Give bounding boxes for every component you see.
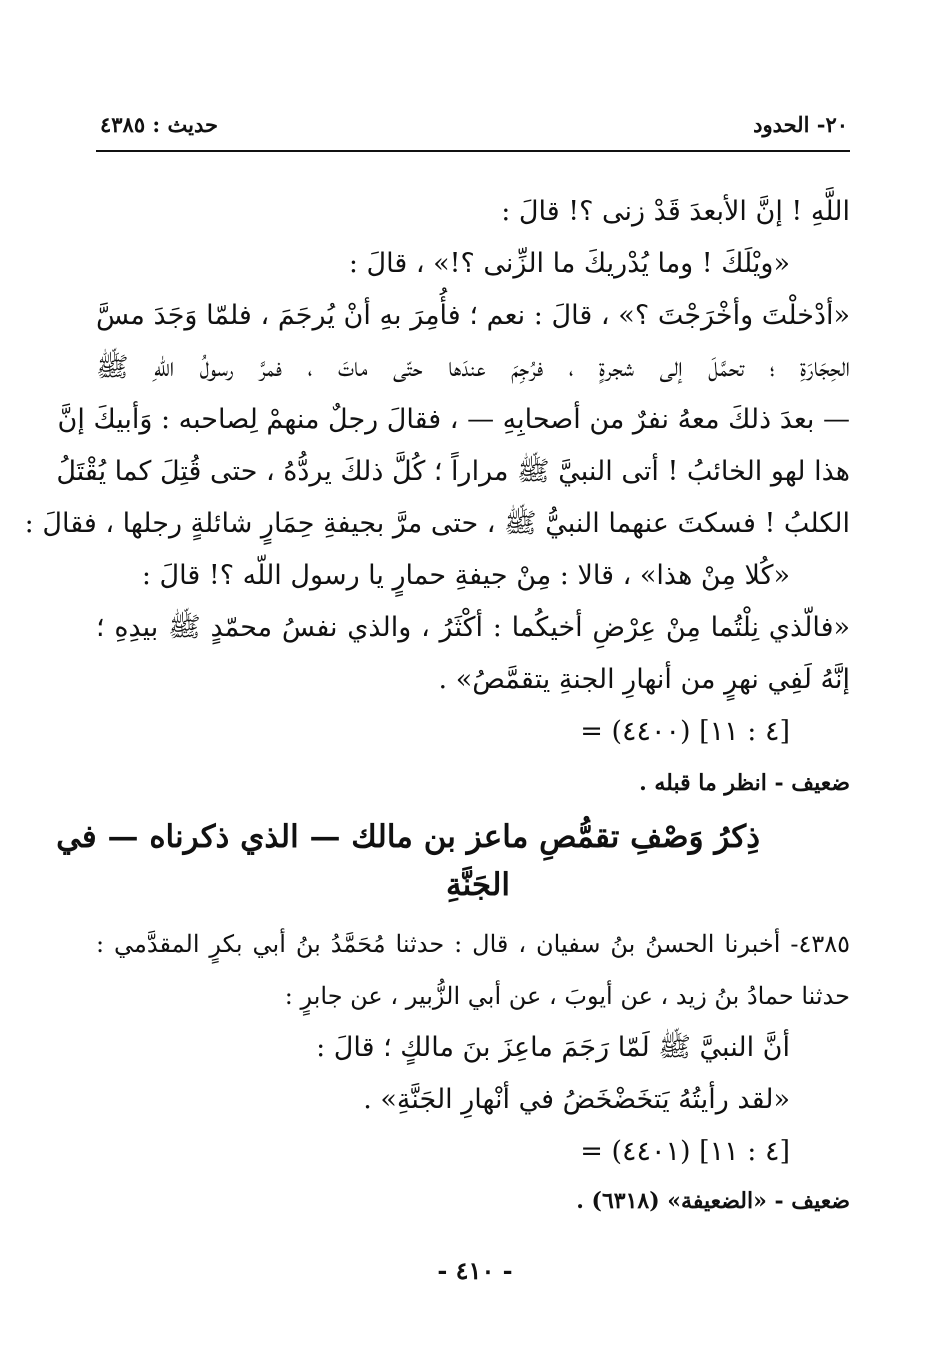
text-line: إنَّهُ لَفِي نهرٍ من أنهارِ الجنةِ يتقمَّصُ» . <box>438 664 850 695</box>
header-divider <box>96 150 850 152</box>
text-line: اللَّهِ ! إنَّ الأبعدَ قَدْ زنى ؟! قالَ : <box>501 196 850 227</box>
matn-line: أنَّ النبيَّ ﷺ لَمّا رَجَمَ ماعِزَ بنَ مالكٍ ؛ قالَ : <box>316 1032 790 1063</box>
section-heading-line1: ذِكرُ وَصْفِ تقمُّصِ ماعز بن مالك — الذي ذكرناه — في <box>56 819 760 855</box>
hadith-reference: حديث : ٤٣٨٥ <box>100 112 218 137</box>
cross-reference: = (٤٤٠١) [٤ : ١١] <box>580 1136 790 1167</box>
chapter-title: ٢٠- الحدود <box>753 112 848 137</box>
grading-note: ضعيف - «الضعيفة» (٦٣١٨) . <box>576 1188 850 1214</box>
page-number: - ٤١٠ - <box>437 1256 513 1285</box>
text-line: «كُلا مِنْ هذا» ، قالا : مِنْ جيفةِ حمارٍ يا رسول اللّه ؟! قالَ : <box>141 560 790 591</box>
text-line: الكلبُ ! فسكتَ عنهما النبيُّ ﷺ ، حتى مرَّ بجيفةِ حِمَارٍ شائلةٍ رجلها ، فقالَ : <box>24 508 850 539</box>
text-line: «أدْخلْتَ وأخْرَجْتَ ؟» ، قالَ : نعم ؛ فأُمِرَ بهِ أنْ يُرجَمَ ، فلمّا وَجَدَ مسَّ <box>96 300 850 331</box>
matn-line: «لقد رأيتُهُ يَتخَضْخَضُ في أنْهارِ الجَنَّةِ» . <box>363 1084 790 1115</box>
grading-note: ضعيف - انظر ما قبله . <box>639 770 850 796</box>
text-line: «فالّذي نِلْتُما مِنْ عِرْضِ أخيكُما : أكْثَرُ ، والذي نفسُ محمّدٍ ﷺ بيدِهِ ؛ <box>96 612 850 643</box>
cross-reference: = (٤٤٠٠) [٤ : ١١] <box>580 716 790 747</box>
text-line: — بعدَ ذلكَ معهُ نفرٌ من أصحابِهِ — ، فقالَ رجلٌ منهمْ لِصاحبه : وَأبيكَ إنَّ <box>57 404 850 435</box>
text-line: «ويْلَكَ ! وما يُدْريكَ ما الزِّنى ؟!» ، قالَ : <box>348 248 790 279</box>
isnad-line: حدثنا حمادُ بنُ زيد ، عن أيوبَ ، عن أبي الزُّبير ، عن جابرٍ : <box>284 982 850 1010</box>
section-heading-line2: الجَنَّةِ <box>445 867 510 903</box>
text-line: هذا لهو الخائبُ ! أتى النبيَّ ﷺ مراراً ؛ كُلَّ ذلكَ يردُّهُ ، حتى قُتِلَ كما يُقْتَلُ <box>56 456 850 487</box>
text-line: الحِجَارَةِ ؛ تحمَّلَ إلى شجرةٍ ، فرُجِمَ عندَها حتّى ماتَ ، فمرَّ رسولُ اللّهِ ﷺ <box>96 352 850 383</box>
isnad-line: ٤٣٨٥- أخبرنا الحسنُ بنُ سفيان ، قال : حدثنا مُحَمَّدُ بنُ أبي بكرٍ المقدَّمي : <box>96 930 850 958</box>
